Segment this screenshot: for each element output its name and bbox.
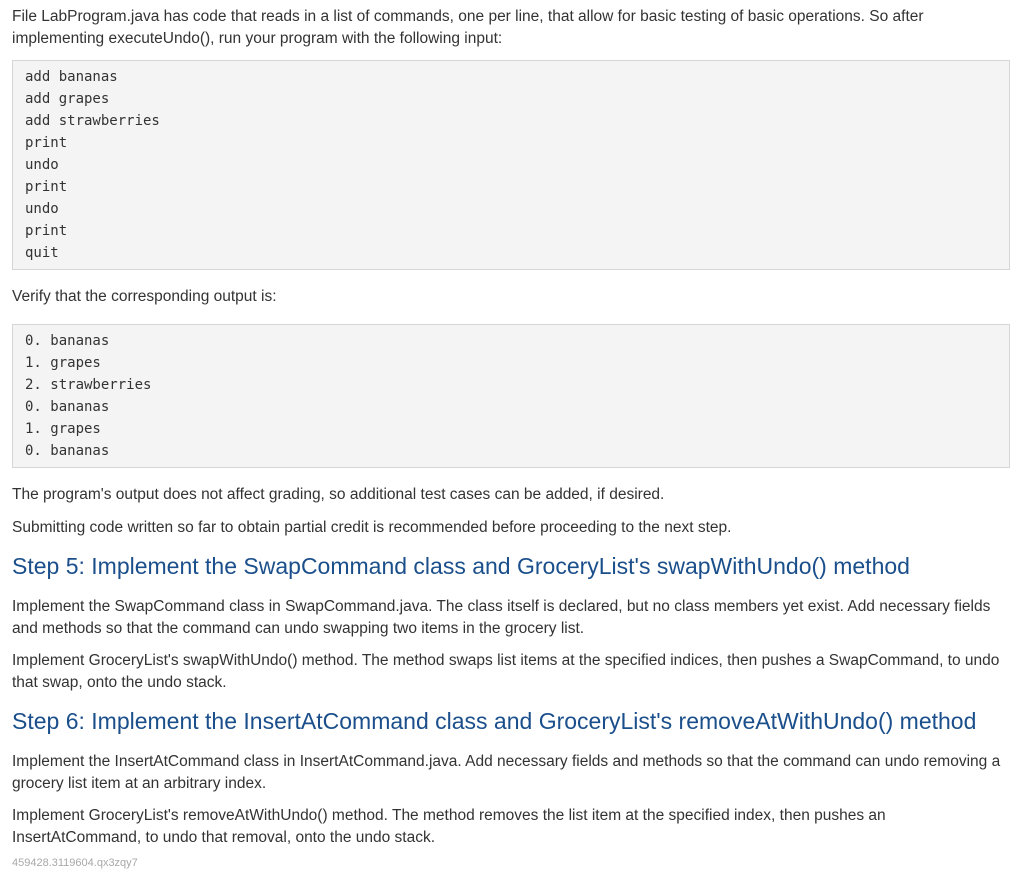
code-line: add bananas (25, 69, 118, 85)
code-line: 0. bananas (25, 333, 110, 349)
step5-heading: Step 5: Implement the SwapCommand class and GroceryList's swapWithUndo() method (12, 553, 910, 579)
code-line: undo (25, 157, 59, 173)
code-line: 1. grapes (25, 355, 101, 371)
output-code-block (12, 324, 1010, 468)
step5-paragraph-2: Implement GroceryList's swapWithUndo() method. The method swaps list items at the specified indices, then pushes a SwapCommand, to undo that swap, onto the undo stack. (12, 652, 1000, 691)
step6-heading: Step 6: Implement the InsertAtCommand class and GroceryList's removeAtWithUndo() method (12, 708, 977, 734)
lab-instructions (12, 6, 1010, 870)
code-line: quit (25, 245, 59, 261)
step5-paragraph-1: Implement the SwapCommand class in SwapCommand.java. The class itself is declared, but no class members yet exist. Add necessary fields and methods so that the command can undo swapping two items in the grocery list. (12, 598, 991, 637)
code-line: add grapes (25, 91, 110, 107)
step6-paragraph-1: Implement the InsertAtCommand class in InsertAtCommand.java. Add necessary fields and methods so that the command can undo removing a grocery list item at an arbitrary index. (12, 753, 1001, 792)
code-line: print (25, 179, 68, 195)
code-line: print (25, 135, 68, 151)
code-line: undo (25, 201, 59, 217)
verify-paragraph: Verify that the corresponding output is: (12, 288, 277, 305)
code-line: 1. grapes (25, 421, 101, 437)
code-line: add strawberries (25, 113, 160, 129)
code-line: 0. bananas (25, 399, 110, 415)
intro-paragraph: File LabProgram.java has code that reads in a list of commands, one per line, that allow for basic testing of basic operations. So after implementing executeUndo(), run your program with the following input: (12, 8, 924, 47)
input-code-block (12, 60, 1010, 270)
step6-paragraph-2: Implement GroceryList's removeAtWithUndo() method. The method removes the list item at the specified index, then pushes an InsertAtCommand, to undo that removal, onto the undo stack. (12, 807, 886, 846)
submit-note: Submitting code written so far to obtain partial credit is recommended before proceeding to the next step. (12, 519, 732, 536)
code-line: 2. strawberries (25, 377, 152, 393)
code-line: print (25, 223, 68, 239)
content-id-footer: 459428.3119604.qx3zqy7 (12, 857, 138, 869)
code-line: 0. bananas (25, 443, 110, 459)
grading-note: The program's output does not affect grading, so additional test cases can be added, if desired. (12, 486, 665, 503)
